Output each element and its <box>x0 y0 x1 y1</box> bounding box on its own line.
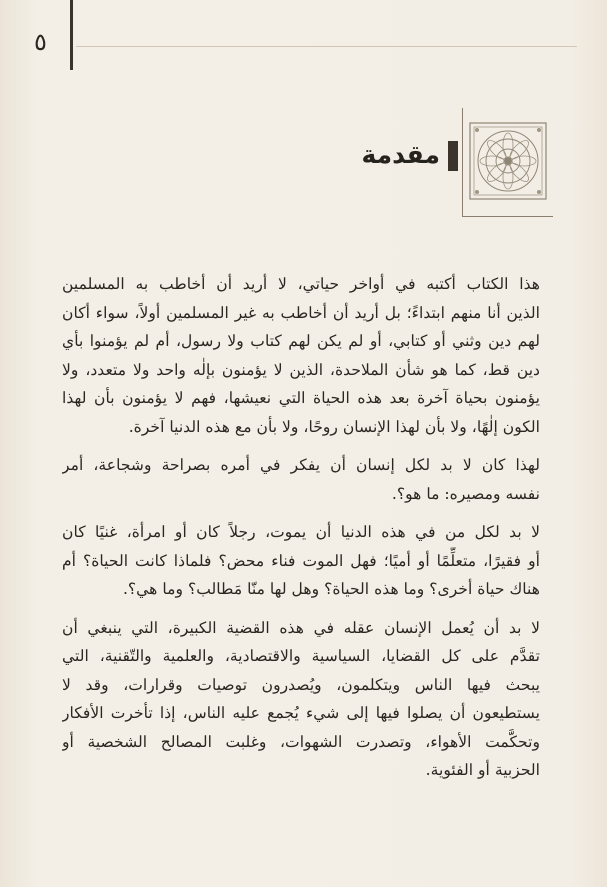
text-line: وتحكَّمت الأهواء، وتصدرت الشهوات، وغلبت المصالح الشخصية أو <box>62 732 540 751</box>
text-line: الحزبية أو الفئوية. <box>425 761 540 779</box>
paragraph <box>62 614 540 785</box>
text-line: يبحث فيها الناس ويتكلمون، ويُصدرون توصيات وقرارات، وقد لا <box>62 675 540 694</box>
text-line: لهذا كان لا بد لكل إنسان أن يفكر في أمره بصراحة وشجاعة، أمر <box>62 456 540 474</box>
text-line: هذا الكتاب أكتبه في أواخر حياتي، لا أريد أن أخاطب به المسلمين <box>62 275 540 293</box>
text-line: أو فقيرًا، متعلِّمًا أو أميًا؛ فهل الموت فناء محض؟ فلماذا كانت الحياة؟ أم <box>62 551 540 570</box>
body-text <box>62 270 540 795</box>
gutter-line <box>70 0 73 70</box>
text-line: هناك حياة أخرى؟ وما هذه الحياة؟ وهل لها منّا مَطالب؟ وما هي؟. <box>122 580 540 598</box>
text-line: لهم دين وثني أو كتابي، أو لم يكن لهم كتاب ولا رسول، أم لم يؤمنوا بأي <box>62 332 540 350</box>
text-line: لا بد لكل من في هذه الدنيا أن يموت، رجلاً كان أو امرأة، غنيًا كان <box>62 523 540 541</box>
paragraph <box>62 518 540 604</box>
text-line: الذين أنا منهم ابتداءً؛ بل أريد أن أخاطب به غير المسلمين أولاً، سواء أكان <box>62 303 540 322</box>
paragraph <box>62 270 540 441</box>
chapter-title: مقدمة <box>361 140 440 169</box>
text-line: تقدَّم على كل القضايا، السياسية والاقتصادية، والعلمية والتّقنية، التي <box>62 647 540 665</box>
text-line: لا بد أن يُعمل الإنسان عقله في هذه القضية الكبيرة، التي ينبغي أن <box>62 618 540 637</box>
page-number: ٥ <box>34 28 47 56</box>
title-bar <box>448 141 458 171</box>
text-line: يستطيعون أن يصلوا فيها إلى شيء يُجمع عليه الناس، إذا تأخرت الأفكار <box>62 704 540 722</box>
text-line: دين قط، كما هو شأن الملاحدة، الذين لا يؤمنون بإلٰه واحد ولا متعدد، ولا <box>62 360 540 379</box>
text-line: الكون إلٰهًا، ولا بأن لهذا الإنسان روحًا، ولا بأن مع هذه الدنيا آخرة. <box>128 417 540 436</box>
paragraph <box>62 451 540 508</box>
header-rule <box>76 46 577 47</box>
text-line: نفسه ومصيره: ما هو؟. <box>391 484 540 503</box>
rosette-ornament-icon <box>469 122 547 200</box>
text-line: يؤمنون بحياة آخرة بعد هذه الحياة التي نعيشها، فهم لا يؤمنون بأن لهذا <box>62 389 540 407</box>
ornament-tile <box>462 108 553 217</box>
